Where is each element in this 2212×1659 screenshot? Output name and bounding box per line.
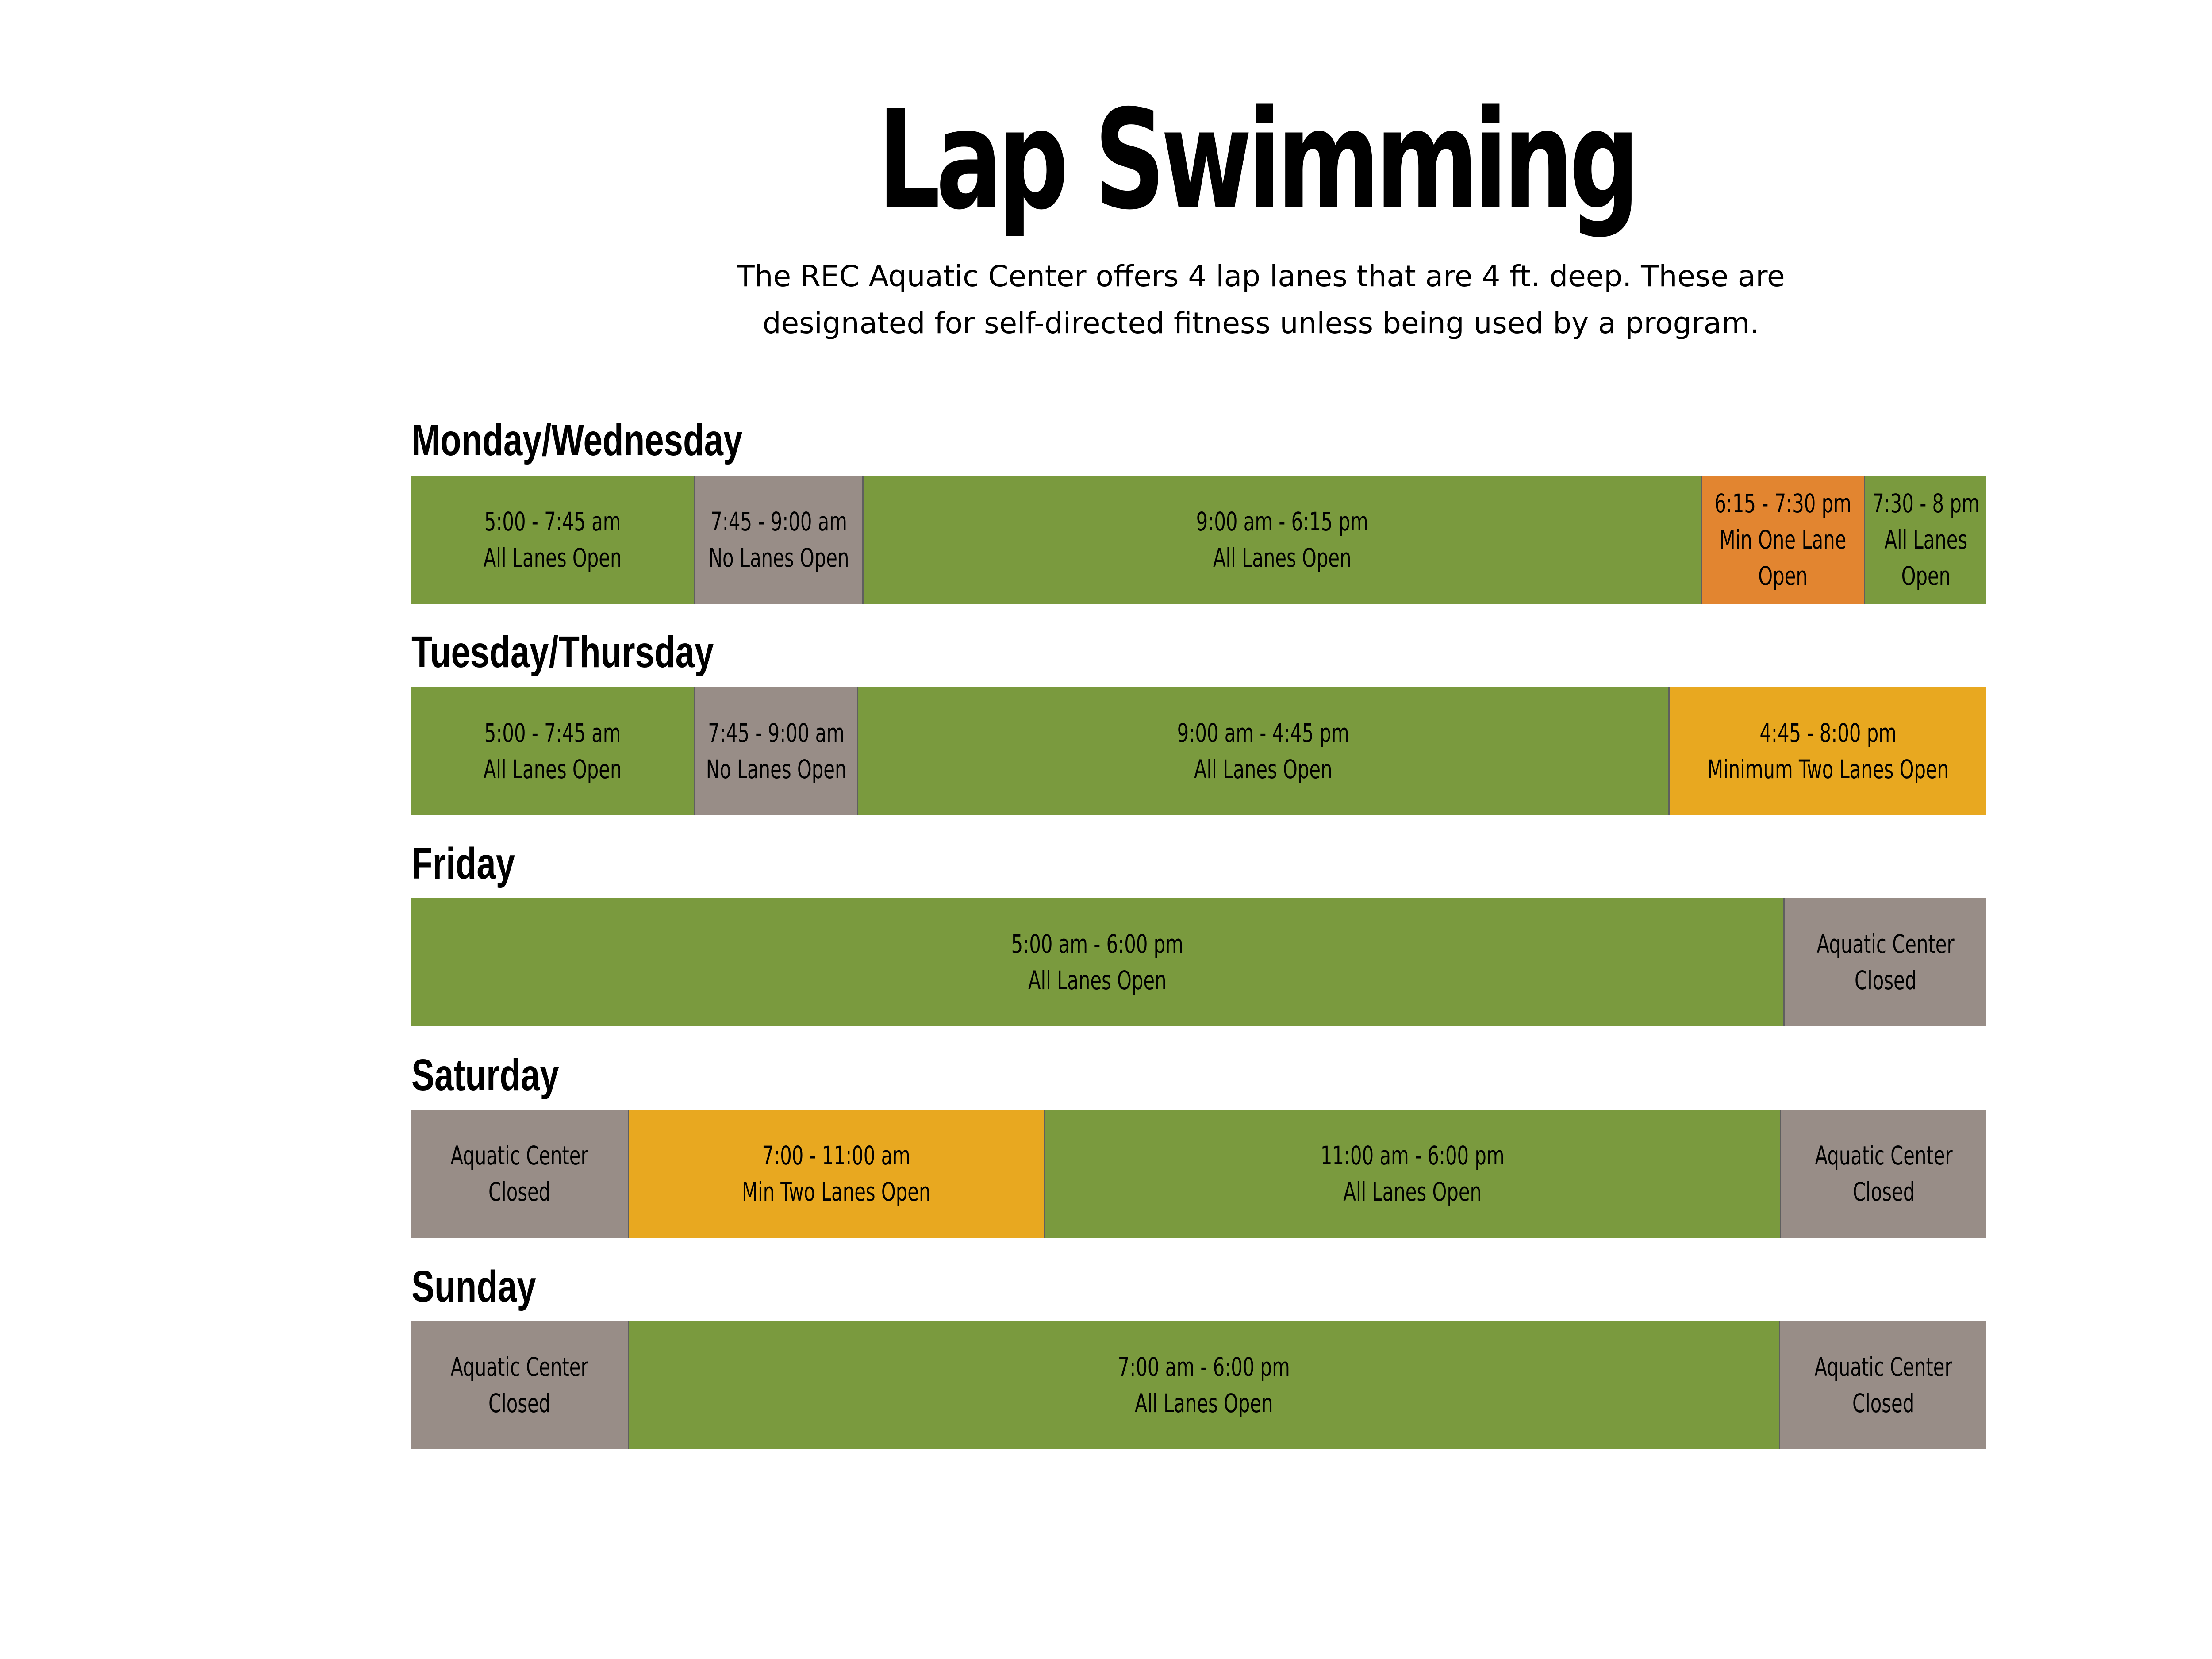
schedule-row-tuesday-thursday [411, 687, 1986, 815]
block-time: 5:00 - 7:45 am [484, 718, 621, 748]
block-time: 9:00 am - 4:45 pm [1177, 718, 1350, 748]
block-status: Closed [488, 1388, 551, 1418]
schedule-block [1785, 898, 1986, 1026]
day-label-friday: Friday [411, 839, 515, 888]
block-status: No Lanes Open [708, 543, 849, 573]
schedule-block [1045, 1110, 1781, 1238]
schedule-row-friday [411, 898, 1986, 1026]
schedule-block [629, 1110, 1045, 1238]
block-status: No Lanes Open [706, 754, 847, 784]
day-label-sunday: Sunday [411, 1262, 536, 1311]
block-time: 9:00 am - 6:15 pm [1196, 507, 1369, 537]
block-status: Closed [1852, 1388, 1915, 1418]
schedule-block [411, 898, 1785, 1026]
subtitle-line-2: designated for self-directed fitness unless being used by a program. [762, 306, 1759, 340]
block-time: Aquatic Center [1816, 929, 1955, 959]
schedule-block [411, 1110, 629, 1238]
block-time: Aquatic Center [1814, 1352, 1952, 1382]
day-label-tuesday-thursday: Tuesday/Thursday [411, 627, 714, 677]
schedule-block [1781, 1110, 1986, 1238]
schedule-block [695, 476, 864, 604]
block-status: All Lanes Open [1135, 1388, 1273, 1418]
block-status: All Lanes Open [1194, 754, 1333, 784]
schedule-block [1670, 687, 1986, 815]
subtitle-line-1: The REC Aquatic Center offers 4 lap lanes that are 4 ft. deep. These are [737, 259, 1785, 293]
block-status: All Lanes Open [1028, 965, 1167, 995]
block-time: 5:00 am - 6:00 pm [1011, 929, 1184, 959]
block-status: Min Two Lanes Open [742, 1177, 931, 1207]
block-time: Aquatic Center [1815, 1141, 1953, 1171]
block-status-cont: Open [1758, 561, 1808, 591]
page-title: Lap Swimming [877, 81, 1636, 240]
block-status-cont: Open [1901, 561, 1951, 591]
block-time: 7:45 - 9:00 am [710, 507, 847, 537]
schedule-block [411, 1321, 629, 1449]
schedule-row-saturday [411, 1110, 1986, 1238]
schedule-block [411, 476, 695, 604]
schedule-block [411, 687, 695, 815]
day-label-monday-wednesday: Monday/Wednesday [411, 415, 743, 465]
block-status: Minimum Two Lanes Open [1707, 754, 1949, 784]
block-status: Closed [1852, 1177, 1915, 1207]
schedule-row-sunday [411, 1321, 1986, 1449]
block-status: All Lanes [1884, 525, 1967, 555]
block-time: Aquatic Center [450, 1141, 589, 1171]
block-time: 7:45 - 9:00 am [708, 718, 845, 748]
block-time: Aquatic Center [450, 1352, 589, 1382]
block-status: All Lanes Open [484, 543, 622, 573]
schedule-block [629, 1321, 1780, 1449]
block-status: Closed [488, 1177, 551, 1207]
block-time: 4:45 - 8:00 pm [1759, 718, 1897, 748]
block-status: All Lanes Open [1213, 543, 1352, 573]
schedule-block [695, 687, 858, 815]
block-status: All Lanes Open [1343, 1177, 1482, 1207]
block-time: 7:30 - 8 pm [1872, 488, 1980, 518]
block-status: All Lanes Open [484, 754, 622, 784]
block-time: 7:00 am - 6:00 pm [1118, 1352, 1290, 1382]
schedule-block [1702, 476, 1865, 604]
schedule-block [1780, 1321, 1986, 1449]
block-time: 11:00 am - 6:00 pm [1320, 1141, 1505, 1171]
block-time: 6:15 - 7:30 pm [1714, 488, 1852, 518]
schedule-block [864, 476, 1702, 604]
block-time: 5:00 - 7:45 am [484, 507, 621, 537]
schedule-block [858, 687, 1670, 815]
schedule-row-monday-wednesday [411, 476, 1986, 604]
page-subtitle [641, 253, 1880, 347]
day-label-saturday: Saturday [411, 1050, 559, 1100]
block-status: Closed [1854, 965, 1917, 995]
schedule-block [1865, 476, 1986, 604]
block-status: Min One Lane [1720, 525, 1847, 555]
block-time: 7:00 - 11:00 am [762, 1141, 911, 1171]
